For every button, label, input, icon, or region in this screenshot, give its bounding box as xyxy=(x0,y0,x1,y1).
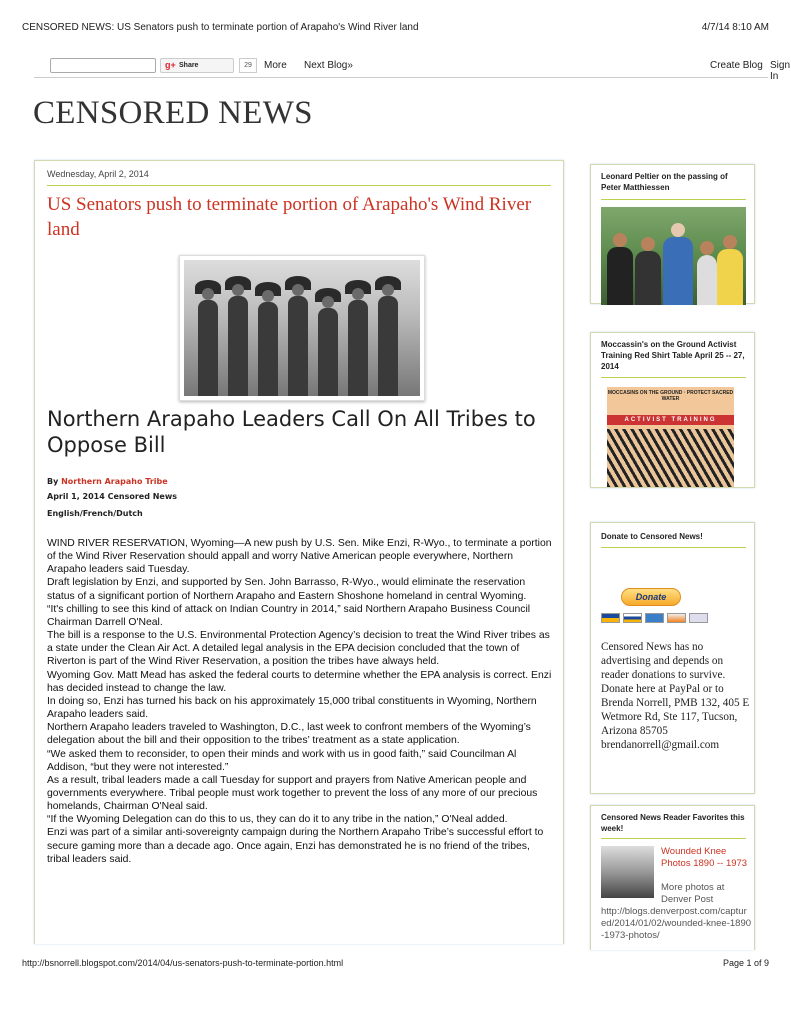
widget-divider xyxy=(601,377,746,378)
print-header xyxy=(0,0,791,40)
sidebar-widget-moccasins xyxy=(590,332,755,488)
paypal-donate-button[interactable]: Donate xyxy=(621,588,681,606)
widget-title: Donate to Censored News! xyxy=(601,532,703,541)
widget-title[interactable]: Leonard Peltier on the passing of Peter Matthiessen xyxy=(601,172,728,192)
activist-training-poster[interactable] xyxy=(607,387,734,487)
widget-divider xyxy=(601,838,746,839)
article-paragraph: WIND RIVER RESERVATION, Wyoming—A new push by U.S. Sen. Mike Enzi, R-Wyo., to terminate a portion of the Wind River Reservation should appall and worry Native American people everywhere, Northern Arapaho leaders said Tuesday. xyxy=(47,538,552,576)
google-plus-icon: g+ xyxy=(165,60,176,70)
post-date: Wednesday, April 2, 2014 xyxy=(47,169,149,179)
post-divider xyxy=(47,185,551,186)
share-label: Share xyxy=(179,62,199,69)
print-page-title: CENSORED NEWS: US Senators push to terminate portion of Arapaho's Wind River land xyxy=(22,22,419,33)
post-photo[interactable] xyxy=(179,255,425,401)
sidebar-widget-peltier xyxy=(590,164,755,304)
wounded-knee-thumbnail[interactable] xyxy=(601,846,654,898)
next-blog-link[interactable]: Next Blog» xyxy=(304,60,353,71)
discover-icon xyxy=(667,613,686,623)
post-title[interactable]: US Senators push to terminate portion of Arapaho's Wind River land xyxy=(47,194,532,240)
widget-title: Censored News Reader Favorites this week! xyxy=(601,813,745,833)
byline-prefix: By xyxy=(47,477,62,486)
article-body xyxy=(47,537,552,866)
byline-author-link[interactable]: Northern Arapaho Tribe xyxy=(61,477,168,486)
article-paragraph: As a result, tribal leaders made a call Tuesday for support and prayers from Native American people and governments everywhere. Tribal people must work together to prevent the loss of any more of our precious homelands, Chairman O'Neal said. xyxy=(47,774,538,813)
share-count: 29 xyxy=(239,58,257,73)
blog-title[interactable]: CENSORED NEWS xyxy=(33,95,313,131)
google-plus-share-button[interactable] xyxy=(160,58,234,73)
historic-photo-arapaho-leaders xyxy=(184,260,420,396)
more-link[interactable]: More xyxy=(264,60,287,71)
article-dateline: April 1, 2014 Censored News xyxy=(47,492,177,501)
bank-icon xyxy=(689,613,708,623)
article-paragraph: Draft legislation by Enzi, and supported by Sen. John Barrasso, R-Wyo., would eliminate the reservation status of a significant portion of Northern Arapaho and Eastern Shoshone homeland in central Wyoming. xyxy=(47,577,527,602)
article-paragraph: Enzi was part of a similar anti-sovereignty campaign during the Northern Arapaho Tribe’s successful effort to secure gaming more than a decade ago. Once again, Enzi has demonstrated he is no friend of the tribes, tribal leaders said. xyxy=(47,827,544,865)
sign-in-link[interactable]: Sign In xyxy=(770,60,791,82)
peltier-photo[interactable] xyxy=(601,207,746,305)
print-url: http://bsnorrell.blogspot.com/2014/04/us-senators-push-to-terminate-portion.html xyxy=(22,958,344,968)
article-paragraph: Wyoming Gov. Matt Mead has asked the federal courts to determine whether the EPA analysis is correct. Enzi has decided instead to change the law. xyxy=(47,669,552,694)
article-byline xyxy=(47,477,168,486)
article-languages: English/French/Dutch xyxy=(47,509,143,518)
article-paragraph: “It's chilling to see this kind of attack on Indian Country in 2014,” said Northern Arapaho Business Council Chairman Darrell O'Neal. xyxy=(47,603,531,628)
poster-heading: MOCCASINS ON THE GROUND · PROTECT SACRED WATER xyxy=(607,390,734,402)
widget-divider xyxy=(601,199,746,200)
article-paragraph: “If the Wyoming Delegation can do this to us, they can do it to any tribe in the nation,” O'Neal added. xyxy=(47,814,508,826)
article-heading: Northern Arapaho Leaders Call On All Tribes to Oppose Bill xyxy=(47,407,536,457)
payment-cards xyxy=(601,613,711,623)
sidebar-widget-donate xyxy=(590,522,755,794)
favorite-more-text: More photos at Denver Post xyxy=(661,882,725,905)
post-container xyxy=(34,160,564,944)
print-page-number: Page 1 of 9 xyxy=(722,958,769,968)
visa-icon xyxy=(623,613,642,623)
favorite-url: http://blogs.denverpost.com/captured/2014/01/02/wounded-knee-1890-1973-photos/ xyxy=(601,906,752,941)
widget-divider xyxy=(601,547,746,548)
article-paragraph: Northern Arapaho leaders traveled to Washington, D.C., last week to confront members of the Wyoming’s delegation about the bill and their opposition to the tribes’ treatment as a state application. xyxy=(47,722,531,747)
create-blog-link[interactable]: Create Blog xyxy=(710,60,763,71)
donate-description: Censored News has no advertising and depends on reader donations to survive. Donate here at PayPal or to Brenda Norrell, PMB 132, 405 E Wetmore Rd, Ste 117, Tucson, Arizona 85705 brendanorrell@gmail.com xyxy=(601,641,750,751)
widget-title[interactable]: Moccassin's on the Ground Activist Training Red Shirt Table April 25 -- 27, 2014 xyxy=(601,340,745,371)
mastercard-icon xyxy=(601,613,620,623)
wounded-knee-link[interactable]: Wounded Knee Photos 1890 -- 1973 xyxy=(661,846,748,869)
print-datetime: 4/7/14 8:10 AM xyxy=(701,22,769,33)
amex-icon xyxy=(645,613,664,623)
navbar-search-input[interactable] xyxy=(50,58,156,73)
article-paragraph: In doing so, Enzi has turned his back on his approximately 15,000 tribal constituents in Wyoming, Northern Arapaho leaders said. xyxy=(47,695,537,721)
poster-band: ACTIVIST TRAINING xyxy=(607,415,734,425)
article-paragraph: The bill is a response to the U.S. Environmental Protection Agency’s decision to treat the Wind River tribes as a state under the Clean Air Act. A detailed legal analysis in the EPA decision concluded that the town of Riverton is part of the Wind River Reservation, a position the tribes have always held. xyxy=(47,630,550,668)
sidebar-widget-favorites xyxy=(590,805,755,950)
article-paragraph: “We asked them to reconsider, to open their minds and work with us in good faith,” said Councilman Al Addison, “but they were not interested.” xyxy=(47,748,517,773)
blogger-navbar xyxy=(34,56,791,82)
